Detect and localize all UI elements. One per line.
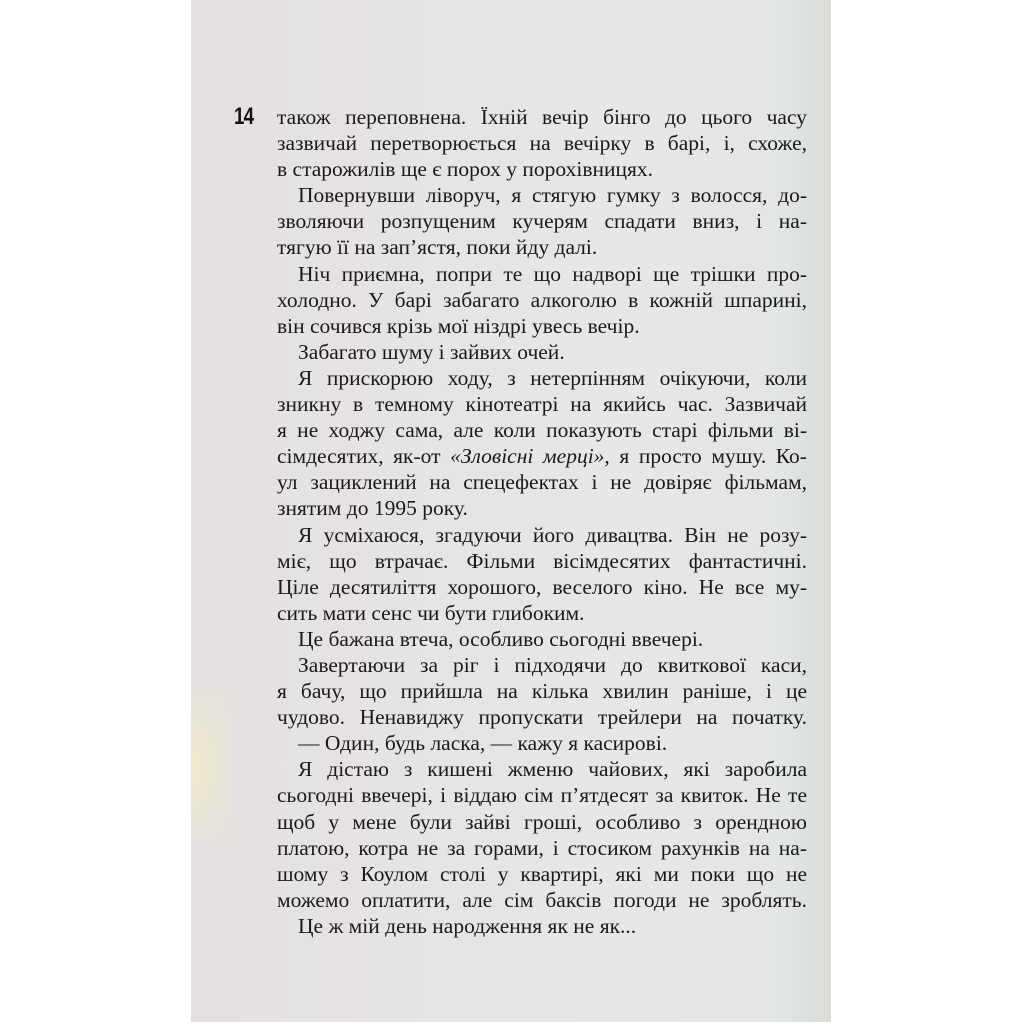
text-span: , я просто мушу. Ко- [604,444,807,469]
book-page [191,0,831,1022]
text-line: щоб у мене були зайві гроші, особливо з орендною [277,809,807,834]
text-line: Це ж мій день народження як не як... [298,913,637,938]
text-line: тягую її на зап’ястя, поки йду далі. [277,235,598,260]
text-span: сімдесятих, як-от [277,444,451,469]
text-line: платою, котра не за горами, і стосиком рахунків на на- [277,835,807,860]
text-line: міє, що втрачає. Фільми вісімдесятих фантастичні. [277,548,807,573]
text-line: холодно. У барі забагато алкоголю в кожній шпарині, [277,287,807,312]
text-line: — Один, будь ласка, — кажу я касирові. [298,731,668,756]
text-line: також переповнена. Їхній вечір бінго до цього часу [277,105,807,129]
body-text [277,104,807,939]
film-title: «Зловісні мерці» [450,444,605,469]
text-line: Я дістаю з кишені жменю чайових, які заробила [298,757,807,782]
text-line: можемо оплатити, але сім баксів погоди не зроблять. [277,887,807,912]
text-line: Я усміхаюся, згадуючи його дивацтва. Він не розу- [298,522,807,547]
text-line: Ніч приємна, попри те що надворі ще трішки про- [298,261,807,286]
text-line: я бачу, що прийшла на кілька хвилин раніше, і це [277,679,807,704]
text-line: в старожилів ще є порох у порохівницях. [277,157,653,182]
text-line: сьогодні ввечері, і віддаю сім п’ятдесят за квиток. Не те [277,783,807,808]
text-line: він сочився крізь мої ніздрі увесь вечір. [277,313,640,338]
text-line: зазвичай перетворюється на вечірку в барі, і, схоже, [277,131,807,156]
text-line: Це бажана втеча, особливо сьогодні ввечері. [298,626,704,651]
text-line: сить мати сенс чи бути глибоким. [277,600,585,625]
text-line: чудово. Ненавиджу пропускати трейлери на початку. [277,705,807,730]
text-line: Я прискорюю ходу, з нетерпінням очікуючи, коли [298,365,807,390]
text-line: Завертаючи за ріг і підходячи до квиткової каси, [298,652,807,677]
text-line: я не ходжу сама, але коли показують старі фільми ві- [277,418,807,443]
text-line: Ціле десятиліття хорошого, веселого кіно. Не все му- [277,574,807,599]
text-line: зволяючи розпущеним кучерям спадати вниз, і на- [277,209,807,234]
page-number: 14 [234,103,254,130]
text-line: Повернувши ліворуч, я стягую гумку з волосся, до- [298,183,807,208]
text-line: Забагато шуму і зайвих очей. [298,339,565,364]
text-line: зникну в темному кінотеатрі на якийсь час. Зазвичай [277,392,807,417]
text-line: ул зациклений на спецефектах і не довіряє фільмам, [277,470,807,495]
text-line: знятим до 1995 року. [277,496,468,521]
light-reflection [191,690,231,840]
text-line: шому з Коулом столі у квартирі, які ми поки що не [277,861,807,886]
text-line [277,443,807,469]
